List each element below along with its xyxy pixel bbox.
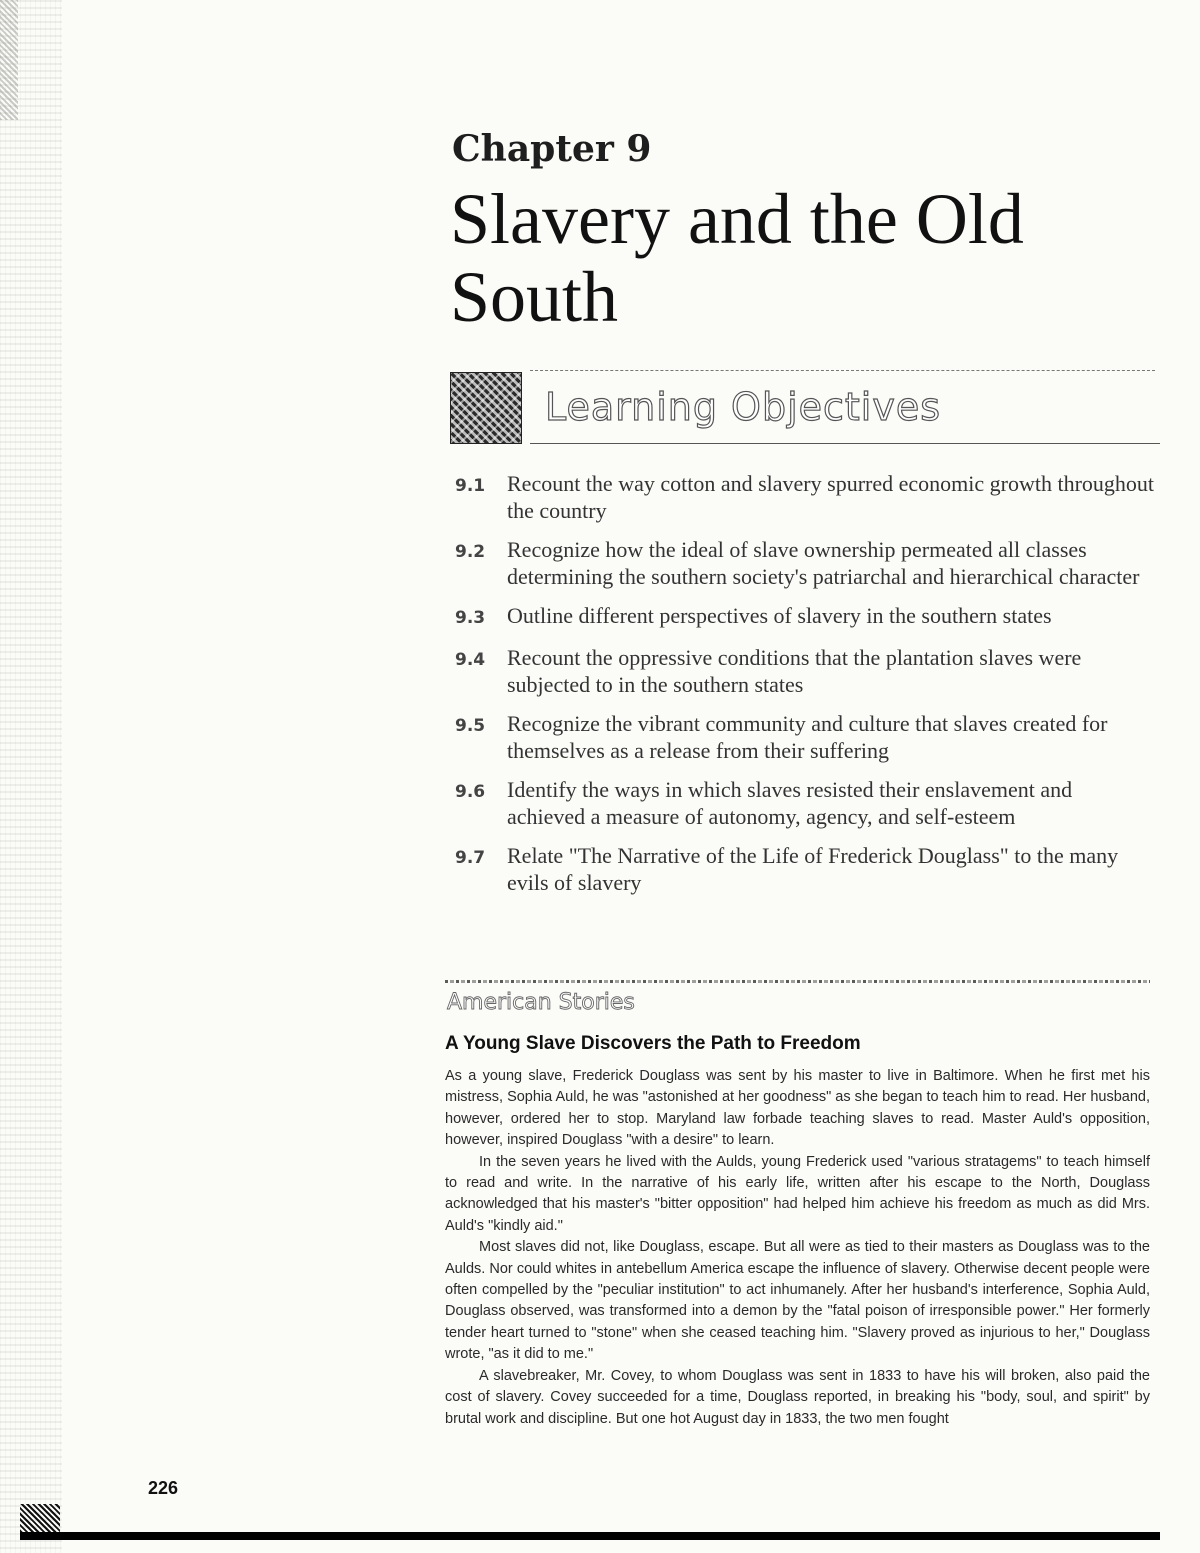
objective-item: [455, 842, 1155, 896]
objective-item: [455, 536, 1155, 590]
objectives-bottom-rule: [530, 443, 1160, 444]
scan-bottom-edge: [20, 1532, 1160, 1540]
story-paragraph: Most slaves did not, like Douglass, escape. But all were as tied to their masters as Douglass was to the Aulds. Nor could whites in antebellum America escape the influence of slavery. Otherwise decent people were often compelled by the "peculiar institution" to act inhumanely. After her husband's interference, Sophia Auld, Douglass observed, was transformed into a demon by the "fatal poison of irresponsible power." Her formerly tender heart turned to "stone" when she ceased teaching him. "Slavery proved as injurious to her," Douglass wrote, "as it did to me.": [445, 1239, 1150, 1363]
objective-number: 9.1: [455, 476, 486, 496]
objective-text: Recount the way cotton and slavery spurred economic growth throughout the country: [507, 471, 1155, 523]
objective-item: [455, 602, 1155, 632]
objective-text: Identify the ways in which slaves resisted their enslavement and achieved a measure of autonomy, agency, and self-esteem: [507, 777, 1073, 829]
story-title: A Young Slave Discovers the Path to Freedom: [445, 1033, 861, 1054]
objective-text: Recognize the vibrant community and culture that slaves created for themselves as a release from their suffering: [507, 711, 1108, 763]
learning-objectives-icon: [450, 372, 522, 444]
scanned-binding-edge: [0, 0, 62, 1553]
objective-text: Relate "The Narrative of the Life of Frederick Douglass" to the many evils of slavery: [507, 843, 1119, 895]
learning-objectives-list: [455, 470, 1155, 908]
objectives-top-rule: [530, 370, 1155, 371]
story-body: [445, 1066, 1150, 1430]
objective-item: [455, 710, 1155, 764]
objective-item: [455, 776, 1155, 830]
story-paragraph: A slavebreaker, Mr. Covey, to whom Douglass was sent in 1833 to have his will broken, also paid the cost of slavery. Covey succeeded for a time, Douglass reported, in breaking his "body, soul, and spirit" by brutal work and discipline. But one hot August day in 1833, the two men fought: [445, 1367, 1150, 1427]
objective-number: 9.2: [455, 542, 486, 562]
chapter-title: Slavery and the Old South: [450, 179, 1024, 337]
story-paragraph: In the seven years he lived with the Aulds, young Frederick used "various stratagems" to teach himself to read and write. In the narrative of his early life, written after his escape to the North, Douglass acknowledged that his master's "bitter opposition" had helped him achieve his freedom as much as did Mrs. Auld's "kindly aid.": [445, 1153, 1150, 1234]
objective-number: 9.7: [455, 848, 486, 868]
objective-text: Recognize how the ideal of slave ownership permeated all classes determining the southern society's patriarchal and hierarchical character: [507, 537, 1140, 589]
objective-number: 9.6: [455, 782, 486, 802]
objective-number: 9.3: [455, 608, 486, 628]
objective-number: 9.5: [455, 716, 486, 736]
learning-objectives-heading: Learning Objectives: [545, 385, 942, 429]
objective-text: Recount the oppressive conditions that the plantation slaves were subjected to in the southern states: [507, 645, 1082, 697]
objective-text: Outline different perspectives of slavery in the southern states: [507, 603, 1052, 628]
objective-number: 9.4: [455, 650, 486, 670]
story-paragraph: As a young slave, Frederick Douglass was sent by his master to live in Baltimore. When he first met his mistress, Sophia Auld, he was "astonished at her goodness" as she began to teach him to read. Her husband, however, ordered her to stop. Maryland law forbade teaching slaves to read. Master Auld's opposition, however, inspired Douglass "with a desire" to learn.: [445, 1068, 1150, 1149]
section-divider: [445, 980, 1150, 983]
objective-item: [455, 644, 1155, 698]
chapter-label: Chapter 9: [452, 128, 652, 170]
american-stories-label: American Stories: [447, 990, 635, 1015]
objective-item: [455, 470, 1155, 524]
page-number: 226: [148, 1478, 179, 1498]
